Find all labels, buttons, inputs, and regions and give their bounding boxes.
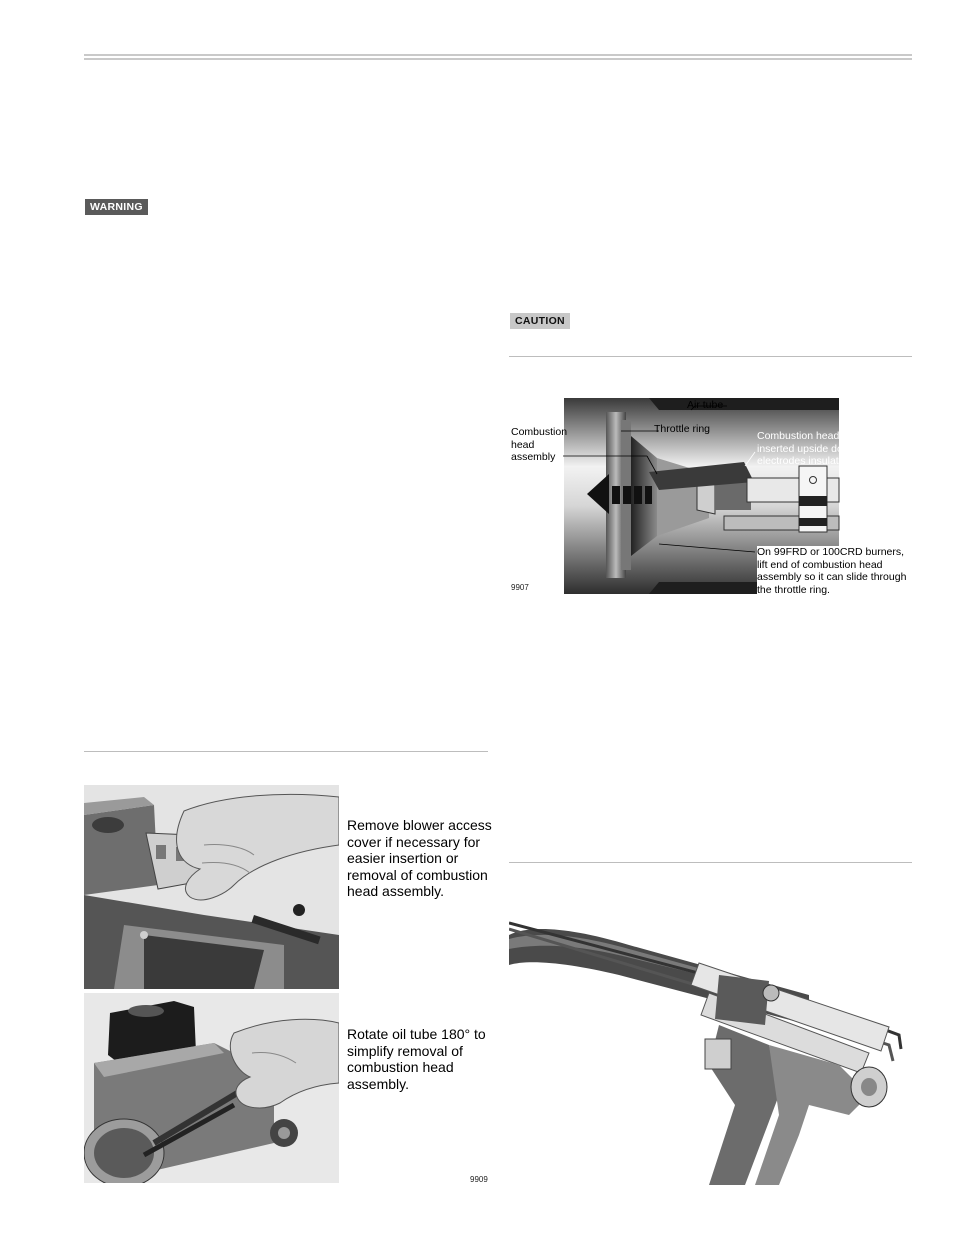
section-rule-right-1	[509, 356, 912, 357]
caption-line: cover if necessary for	[347, 833, 481, 850]
section-rule-right-2	[509, 862, 912, 863]
throttle-ring-label: Throttle ring	[654, 423, 711, 435]
caption-line: simplify removal of	[347, 1042, 463, 1059]
section-rule-left	[84, 751, 488, 752]
caption-line: assembly.	[347, 1075, 409, 1092]
upside-down-note-line: electrodes insulators clear.	[757, 455, 882, 467]
caption-line: removal of combustion	[347, 866, 488, 883]
air-tube-label: Air tube	[687, 399, 724, 411]
caption-line: head assembly.	[347, 883, 445, 899]
lift-end-note-line: lift end of combustion head	[757, 558, 883, 571]
warning-badge: WARNING	[85, 199, 148, 215]
photo-figure-number: 9909	[470, 1175, 488, 1184]
upside-down-note-line: inserted upside down so	[757, 442, 871, 455]
combustion-head-label-line: assembly	[511, 451, 556, 463]
lift-end-note	[757, 546, 906, 596]
blower-cover-caption	[347, 817, 492, 900]
caution-badge: CAUTION	[510, 313, 570, 329]
upside-down-note-line: Combustion head assembly is	[757, 430, 898, 442]
oil-tube-caption	[347, 1026, 492, 1092]
lift-end-note-line: assembly so it can slide through	[757, 571, 907, 583]
combustion-head-label-line: head	[511, 438, 535, 451]
oil-tube-illustration	[84, 993, 339, 1183]
combustion-head-label-line: Combustion	[511, 426, 568, 438]
upside-down-note	[757, 430, 897, 468]
lift-end-note-line: On 99FRD or 100CRD burners,	[757, 546, 905, 558]
caption-line: Rotate oil tube 180° to	[347, 1026, 486, 1042]
caption-line: Remove blower access	[347, 817, 492, 833]
combustion-head-label	[511, 426, 567, 464]
lift-end-note-line: the throttle ring.	[757, 583, 830, 596]
caption-line: combustion head	[347, 1059, 454, 1075]
figure-number: 9907	[511, 583, 529, 592]
blower-cover-photo	[84, 785, 339, 989]
electrode-assembly-photo	[509, 915, 914, 1185]
combustion-head-figure	[509, 396, 914, 596]
oil-tube-photo	[84, 993, 339, 1183]
blower-cover-illustration	[84, 785, 339, 989]
header-rule	[84, 54, 912, 60]
caption-line: easier insertion or	[347, 850, 459, 866]
electrode-assembly-illustration	[509, 915, 914, 1185]
